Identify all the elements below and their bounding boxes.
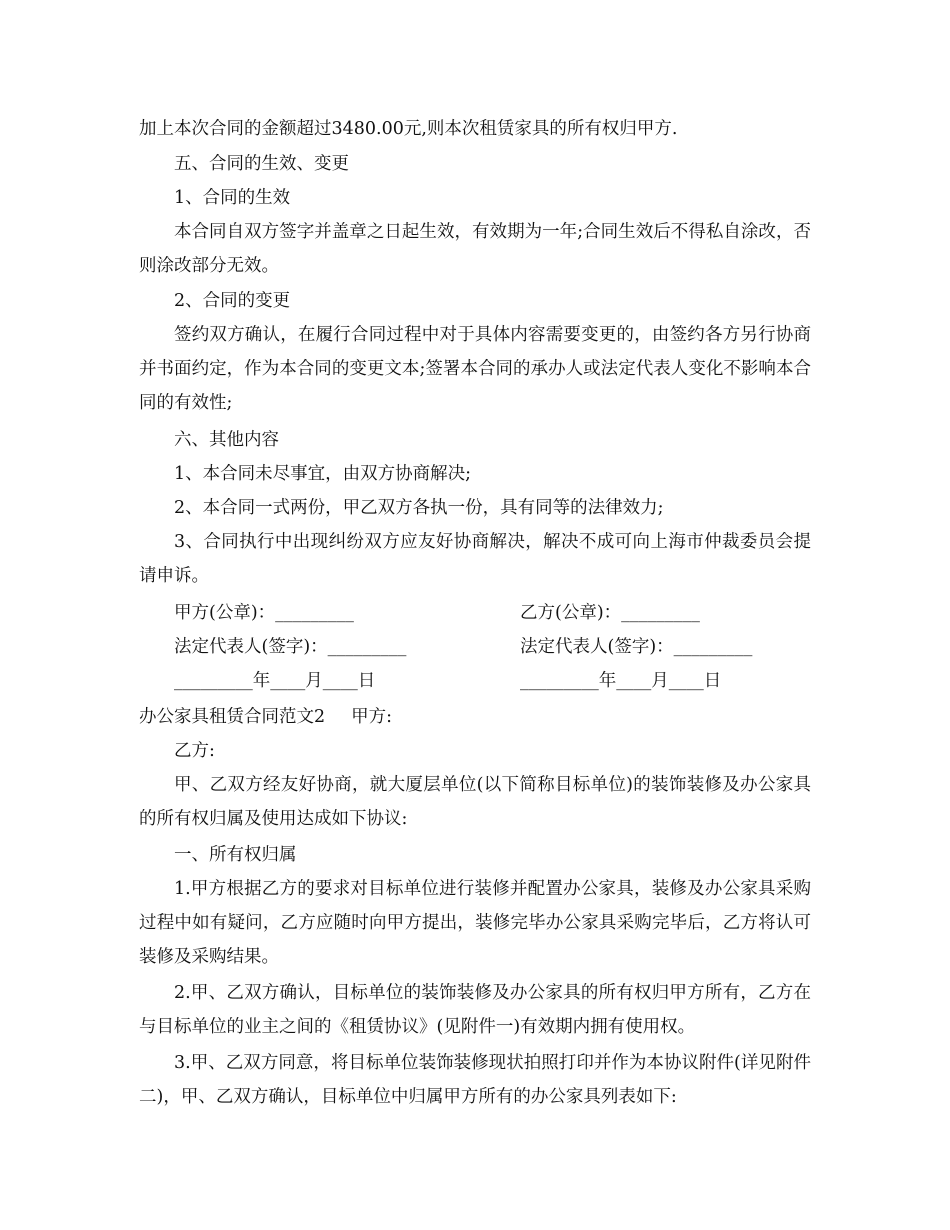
clause-ownership-3: 3.甲、乙双方同意，将目标单位装饰装修现状拍照打印并作为本协议附件(详见附件二)，甲、乙双方确认，目标单位中归属甲方所有的办公家具列表如下: [139, 1053, 811, 1107]
clause-ownership-2: 2.甲、乙双方确认，目标单位的装饰装修及办公家具的所有权归甲方所有，乙方在与目标单位的业主之间的《租赁协议》(见附件一)有效期内拥有使用权。 [139, 983, 811, 1037]
party-a-representative-field: 法定代表人(签字)：_________ [174, 637, 407, 657]
party-b-date-field: _________年____月____日 [520, 671, 722, 691]
sample-two-title: 办公家具租赁合同范文2 [139, 707, 326, 727]
party-b-representative-field: 法定代表人(签字)：_________ [520, 637, 753, 657]
clause-six-1: 1、本合同未尽事宜，由双方协商解决; [174, 464, 472, 484]
heading-contract-effect: 1、合同的生效 [174, 188, 291, 208]
paragraph-contract-change: 签约双方确认，在履行合同过程中对于具体内容需要变更的，由签约各方另行协商并书面约定，作为本合同的变更文本;签署本合同的承办人或法定代表人变化不影响本合同的有效性; [139, 325, 811, 413]
heading-section-five: 五、合同的生效、变更 [174, 154, 349, 174]
heading-ownership: 一、所有权归属 [174, 845, 297, 865]
clause-six-2: 2、本合同一式两份，甲乙双方各执一份，具有同等的法律效力; [174, 498, 664, 518]
paragraph-contract-effect: 本合同自双方签字并盖章之日起生效，有效期为一年;合同生效后不得私自涂改，否则涂改部分无效。 [139, 222, 811, 276]
party-a-seal-field: 甲方(公章)：_________ [174, 603, 354, 623]
sample-two-intro: 甲、乙双方经友好协商，就大厦层单位(以下简称目标单位)的装饰装修及办公家具的所有权归属及使用达成如下协议: [139, 775, 811, 829]
sample-two-title-line [139, 700, 392, 734]
clause-six-3: 3、合同执行中出现纠纷双方应友好协商解决，解决不成可向上海市仲裁委员会提请申诉。 [139, 532, 811, 586]
party-b-seal-field: 乙方(公章)：_________ [520, 603, 700, 623]
heading-contract-change: 2、合同的变更 [174, 291, 291, 311]
heading-section-six: 六、其他内容 [174, 430, 279, 450]
sample-two-party-b: 乙方: [174, 741, 215, 761]
clause-ownership-1: 1.甲方根据乙方的要求对目标单位进行装修并配置办公家具，装修及办公家具采购过程中如有疑问，乙方应随时向甲方提出，装修完毕办公家具采购完毕后，乙方将认可装修及采购结果。 [139, 879, 811, 967]
sample-two-party-a: 甲方: [351, 707, 393, 727]
paragraph-furniture-ownership-tail: 加上本次合同的金额超过3480.00元,则本次租赁家具的所有权归甲方. [139, 119, 678, 139]
party-a-date-field: _________年____月____日 [174, 671, 376, 691]
